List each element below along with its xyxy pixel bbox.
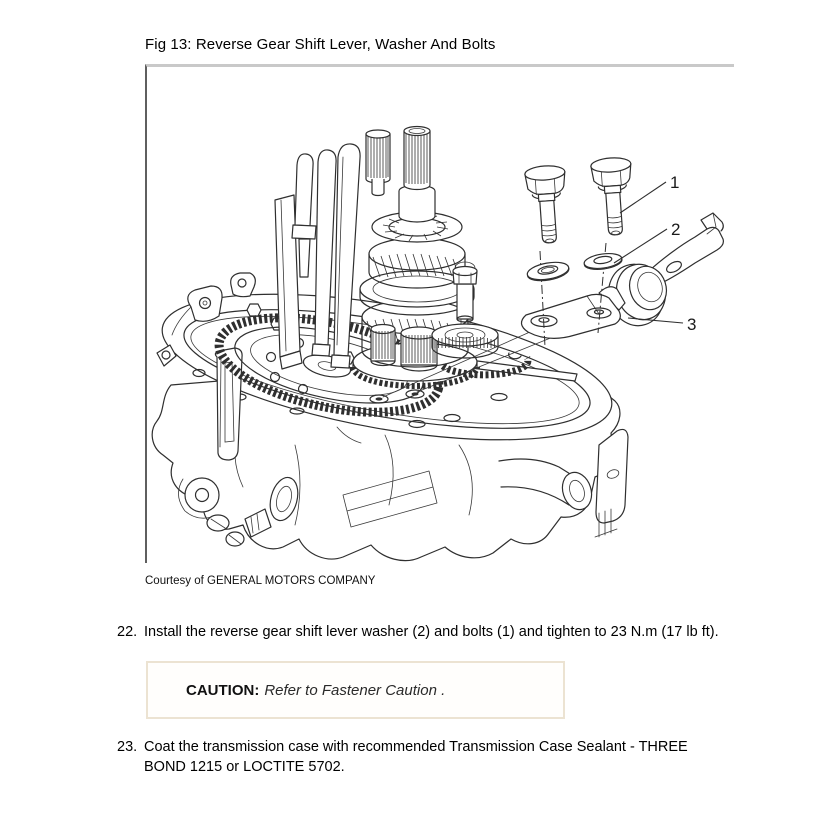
- caution-text: Refer to Fastener Caution .: [264, 681, 446, 699]
- courtesy-line: Courtesy of GENERAL MOTORS COMPANY: [145, 575, 376, 587]
- washer-left: [526, 259, 570, 283]
- callout-3-label: 3: [687, 315, 697, 334]
- step-item-22: [117, 622, 757, 642]
- bolt-left: [524, 165, 569, 245]
- step-number: 23.: [117, 739, 138, 755]
- shift-rod-short: [295, 154, 313, 226]
- caution-label: CAUTION:: [186, 681, 260, 699]
- figure-box: [145, 64, 734, 563]
- callout-1-leader: [620, 182, 666, 213]
- step-text: Install the reverse gear shift lever washer (2) and bolts (1) and tighten to 23 N.m (17 lb ft).: [144, 624, 719, 640]
- callout-2-label: 2: [671, 220, 681, 239]
- caution-box: [146, 661, 565, 719]
- step-number: 22.: [117, 624, 138, 640]
- shift-rods: [275, 144, 360, 369]
- step-text: Coat the transmission case with recommended Transmission Case Sealant - THREE BOND 1215 or LOCTITE 5702.: [144, 739, 688, 775]
- callout-1-label: 1: [670, 173, 680, 192]
- bolt-right: [590, 157, 635, 237]
- figure-caption: Fig 13: Reverse Gear Shift Lever, Washer And Bolts: [145, 36, 496, 53]
- technical-drawing: [147, 67, 734, 563]
- callout-2-leader: [614, 229, 667, 263]
- step-item-23: [117, 737, 757, 777]
